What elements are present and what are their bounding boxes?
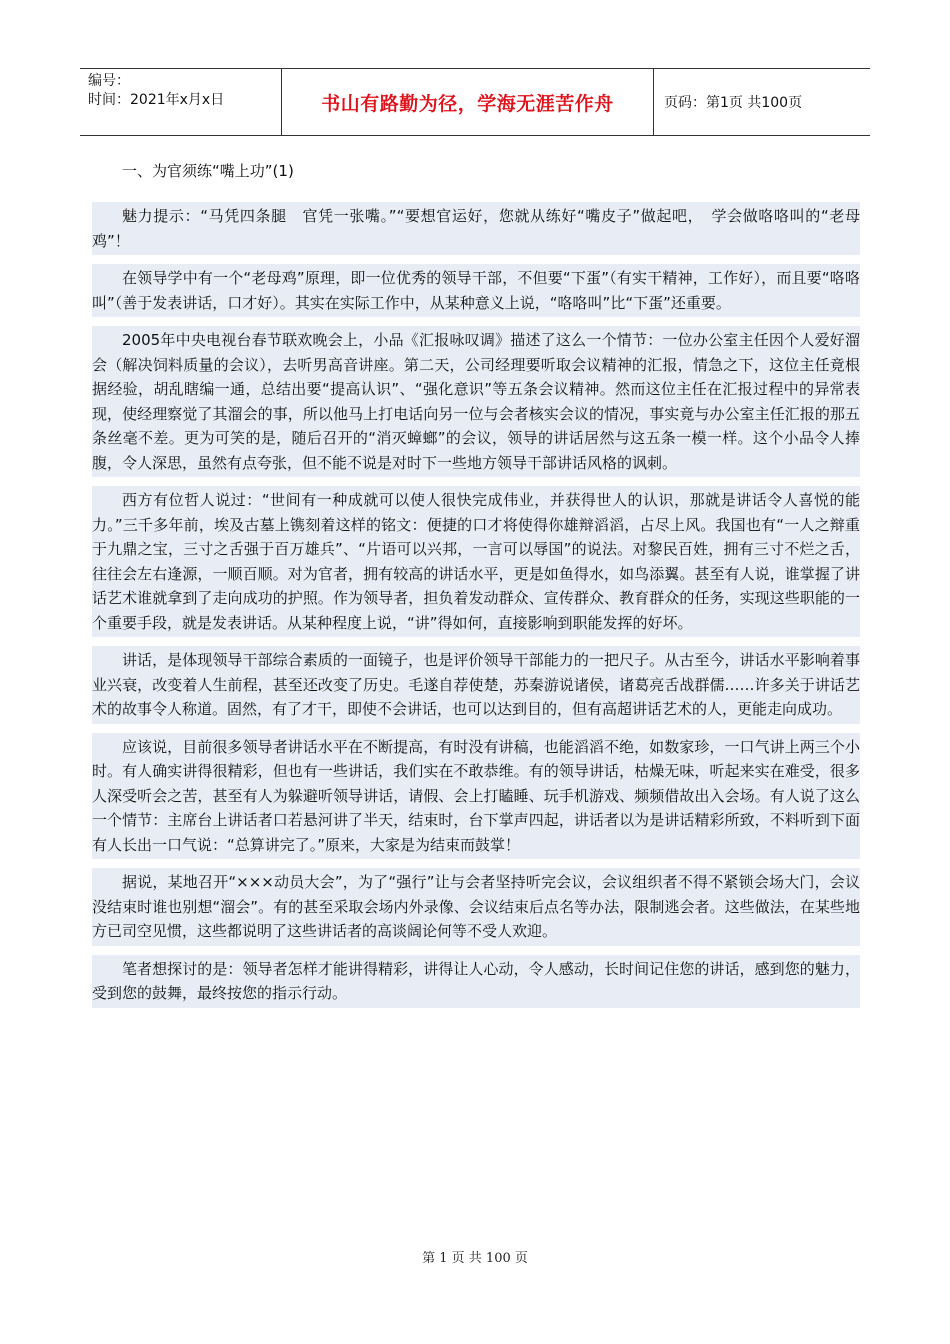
paragraph-5: 讲话，是体现领导干部综合素质的一面镜子，也是评价领导干部能力的一把尺子。从古至今，讲话水平影响着事业兴衰，改变着人生前程，甚至还改变了历史。毛遂自荐使楚，苏秦游说诸侯，诸葛亮舌战群儒……许多关于讲话艺术的故事令人称道。固然，有了才干，即使不会讲话，也可以达到目的，但有高超讲话艺术的人，更能走向成功。 — [92, 646, 860, 724]
paragraph-4: 西方有位哲人说过：“世间有一种成就可以使人很快完成伟业，并获得世人的认识，那就是讲话令人喜悦的能力。”三千多年前，埃及古墓上镌刻着这样的铭文：便捷的口才将使得你雄辩滔滔，占尽上风。我国也有“一人之辩重于九鼎之宝，三寸之舌强于百万雄兵”、“片语可以兴邦，一言可以辱国”的说法。对黎民百姓，拥有三寸不烂之舌，往往会左右逢源，一顺百顺。对为官者，拥有较高的讲话水平，更是如鱼得水，如鸟添翼。甚至有人说，谁掌握了讲话艺术谁就拿到了走向成功的护照。作为领导者，担负着发动群众、宣传群众、教育群众的任务，实现这些职能的一个重要手段，就是发表讲话。从某种程度上说，“讲”得如何，直接影响到职能发挥的好坏。 — [92, 486, 860, 637]
document-body — [92, 160, 860, 1017]
paragraph-6: 应该说，目前很多领导者讲话水平在不断提高，有时没有讲稿，也能滔滔不绝，如数家珍，一口气讲上两三个小时。有人确实讲得很精彩，但也有一些讲话，我们实在不敢恭维。有的领导讲话，枯燥无味，听起来实在难受，很多人深受听会之苦，甚至有人为躲避听领导讲话，请假、会上打瞌睡、玩手机游戏、频频借故出入会场。有人说了这么一个情节：主席台上讲话者口若悬河讲了半天，结束时，台下掌声四起，讲话者以为是讲话精彩所致，不料听到下面有人长出一口气说：“总算讲完了。”原来，大家是为结束而鼓掌！ — [92, 733, 860, 860]
paragraph-8: 笔者想探讨的是：领导者怎样才能讲得精彩，讲得让人心动，令人感动，长时间记住您的讲话，感到您的魅力，受到您的鼓舞，最终按您的指示行动。 — [92, 955, 860, 1008]
paragraph-7: 据说，某地召开“×××动员大会”，为了“强行”让与会者坚持听完会议，会议组织者不得不紧锁会场大门，会议没结束时谁也别想“溜会”。有的甚至采取会场内外录像、会议结束后点名等办法，限制逃会者。这些做法，在某些地方已司空见惯，这些都说明了这些讲话者的高谈阔论何等不受人欢迎。 — [92, 868, 860, 946]
page-footer: 第 1 页 共 100 页 — [422, 1251, 528, 1266]
header-motto: 书山有路勤为径，学海无涯苦作舟 — [282, 69, 654, 135]
section-heading: 一、为官须练“嘴上功”(1) — [122, 162, 294, 180]
paragraph-2: 在领导学中有一个“老母鸡”原理，即一位优秀的领导干部，不但要“下蛋”（有实干精神，工作好），而且要“咯咯叫”（善于发表讲话，口才好）。其实在实际工作中，从某种意义上说，“咯咯叫”比“下蛋”还重要。 — [92, 264, 860, 317]
header-meta — [80, 69, 282, 135]
header-page-info: 页码：第1页 共100页 — [664, 95, 803, 111]
paragraph-1: 魅力提示：“马凭四条腿 官凭一张嘴。”“要想官运好，您就从练好“嘴皮子”做起吧， 学会做咯咯叫的“老母鸡”！ — [92, 202, 860, 255]
date-label: 时间：2021年x月x日 — [88, 92, 225, 108]
paragraph-3: 2005年中央电视台春节联欢晚会上，小品《汇报咏叹调》描述了这么一个情节：一位办公室主任因个人爱好溜会（解决饲料质量的会议），去听男高音讲座。第二天，公司经理要听取会议精神的汇报，情急之下，这位主任竟根据经验，胡乱瞎编一通，总结出要“提高认识”、“强化意识”等五条会议精神。然而这位主任在汇报过程中的异常表现，使经理察觉了其溜会的事，所以他马上打电话向另一位与会者核实会议的情况，事实竟与办公室主任汇报的那五条丝毫不差。更为可笑的是，随后召开的“消灭蟑螂”的会议，领导的讲话居然与这五条一模一样。这个小品令人捧腹，令人深思，虽然有点夸张，但不能不说是对时下一些地方领导干部讲话风格的讽刺。 — [92, 326, 860, 477]
document-header — [80, 68, 870, 136]
number-label: 编号： — [88, 73, 130, 89]
